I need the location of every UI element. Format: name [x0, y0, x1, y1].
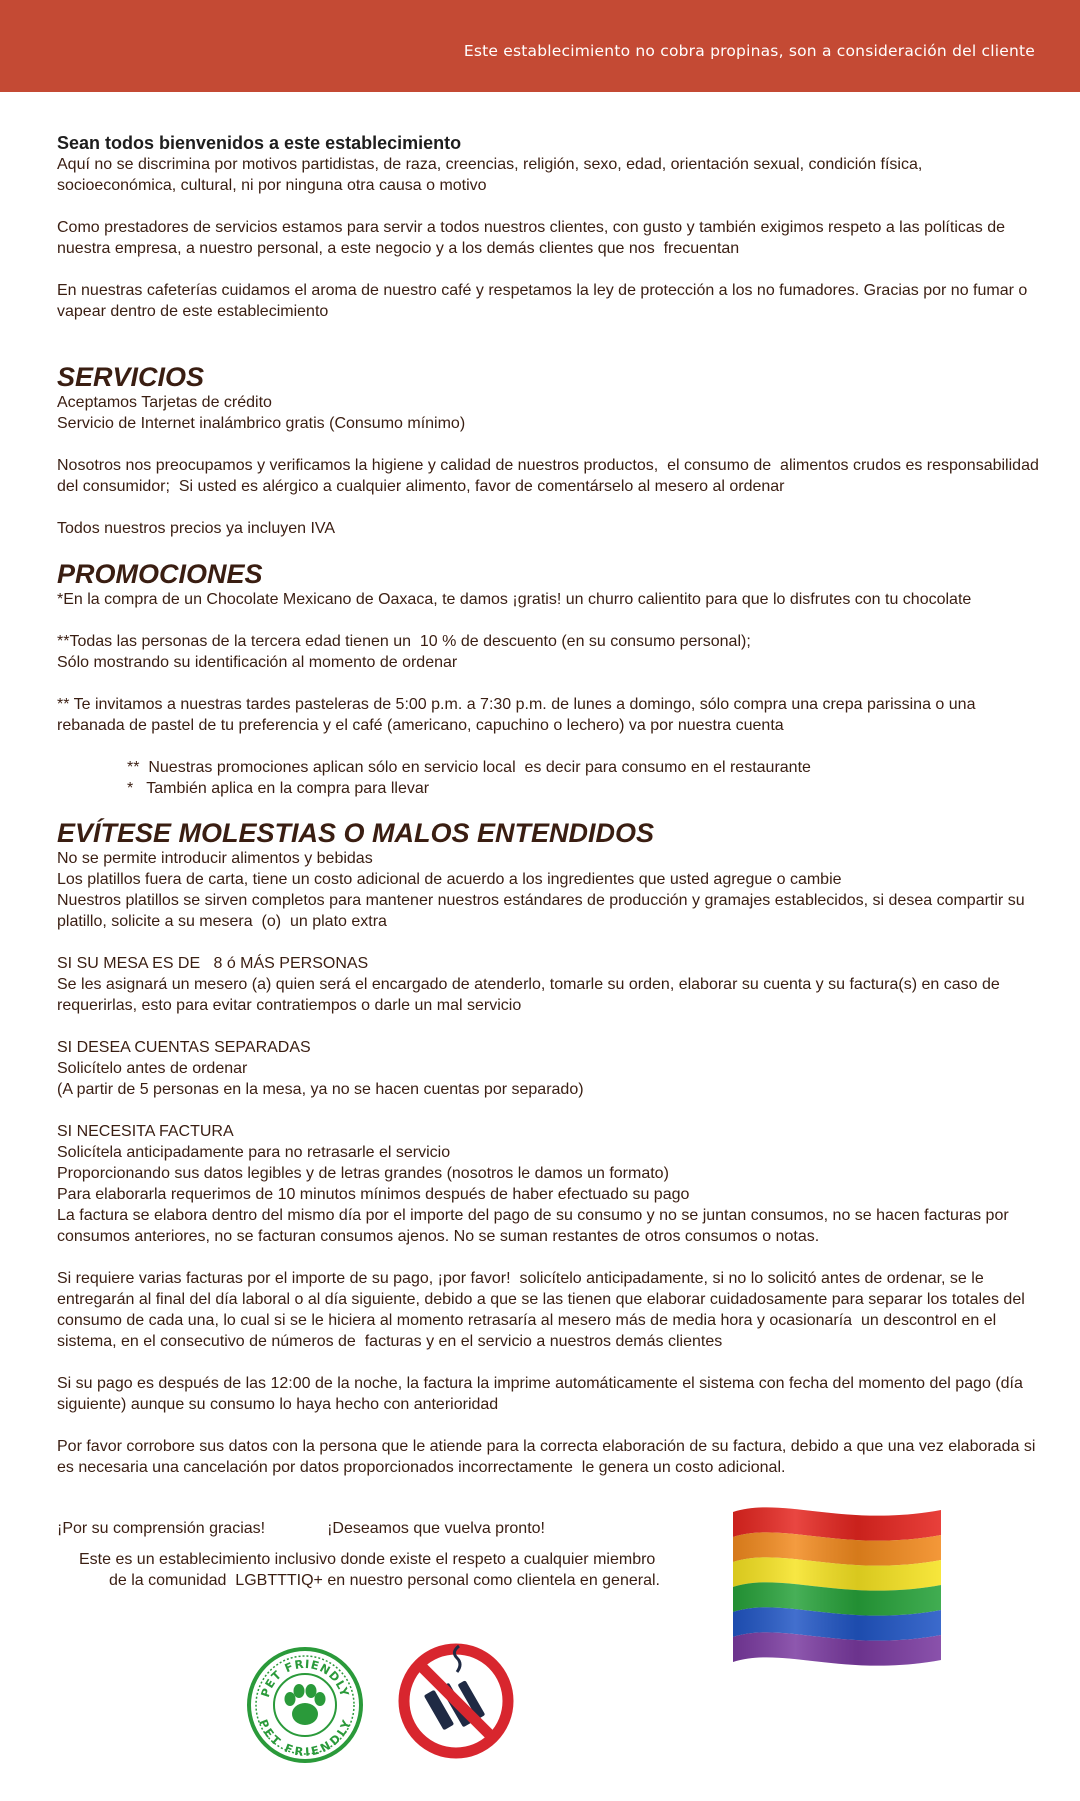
hygiene-text: Nosotros nos preocupamos y verificamos la higiene y calidad de nuestros productos, el consumo de alimentos crudos es responsabilidad del consumidor; Si usted es alérgico a cualquier alimento, favor de comentárselo al mesero al ordenar [57, 457, 1044, 495]
iva-text: Todos nuestros precios ya incluyen IVA [57, 520, 336, 537]
cuentas-line-1: Solicítelo antes de ordenar [57, 1060, 248, 1077]
cuentas-line-2: (A partir de 5 personas en la mesa, ya no se hacen cuentas por separado) [57, 1081, 584, 1098]
welcome-title: Sean todos bienvenidos a este establecimiento [57, 133, 462, 153]
mesa-text: Se les asignará un mesero (a) quien será el encargado de atenderlo, tomarle su orden, elaborar su cuenta y su factura(s) en caso de requerirlas, esto para evitar contratiempos o darle un mal servicio [57, 976, 1005, 1014]
promo-note-local: ** Nuestras promociones aplican sólo en servicio local es decir para consumo en el restaurante [127, 759, 811, 776]
no-smoking-text: En nuestras cafeterías cuidamos el aroma de nuestro café y respetamos la ley de protección a los no fumadores. Gracias por no fumar o vapear dentro de este establecimiento [57, 282, 1032, 320]
factura-line-1: Solicítela anticipadamente para no retrasarle el servicio [57, 1144, 451, 1161]
rainbow-flag-icon [733, 1500, 941, 1666]
respect-policy-text: Como prestadores de servicios estamos para servir a todos nuestros clientes, con gusto y también exigimos respeto a las políticas de nuestra empresa, a nuestro personal, a este negocio y a los demás clientes que nos frecuentan [57, 219, 1010, 257]
svg-text:PET FRIENDLY: PET FRIENDLY [256, 1717, 354, 1760]
mesa-title: SI SU MESA ES DE 8 ó MÁS PERSONAS [57, 955, 369, 972]
cuentas-title: SI DESEA CUENTAS SEPARADAS [57, 1039, 311, 1056]
inclusive-line-2: de la comunidad LGBTTTIQ+ en nuestro personal como clientela en general. [109, 1572, 660, 1589]
rule-no-outside-food: No se permite introducir alimentos y bebidas [57, 850, 373, 867]
servicios-wifi: Servicio de Internet inalámbrico gratis (Consumo mínimo) [57, 415, 466, 432]
inclusive-line-1: Este es un establecimiento inclusivo donde existe el respeto a cualquier miembro [79, 1551, 656, 1568]
return-text: ¡Deseamos que vuelva pronto! [327, 1520, 545, 1537]
factura-line-3: Para elaborarla requerimos de 10 minutos mínimos después de haber efectuado su pago [57, 1186, 690, 1203]
promo-pasteleras: ** Te invitamos a nuestras tardes pasteleras de 5:00 p.m. a 7:30 p.m. de lunes a domingo, sólo compra una crepa parissina o una rebanada de pastel de tu preferencia y el café (americano, capuchino o lechero) va por nuestra cuenta [57, 696, 980, 734]
factura-line-4: La factura se elabora dentro del mismo día por el importe del pago de su consumo y no se juntan consumos, no se hacen facturas por consumos anteriores, no se facturan consumos ajenos. No se suman restantes de otros consumos o notas. [57, 1207, 1014, 1245]
factura-datos: Por favor corrobore sus datos con la persona que le atiende para la correcta elaboración de su factura, debido a que una vez elaborada si es necesaria una cancelación por datos proporcionados incorrectamente le genera un costo adicional. [57, 1438, 1040, 1476]
promo-seniors-discount: **Todas las personas de la tercera edad tienen un 10 % de descuento (en su consumo personal); [57, 633, 751, 650]
rule-off-menu-cost: Los platillos fuera de carta, tiene un costo adicional de acuerdo a los ingredientes que usted agregue o cambie [57, 871, 842, 888]
promo-seniors-id: Sólo mostrando su identificación al momento de ordenar [57, 654, 458, 671]
no-smoking-vaping-icon [397, 1642, 515, 1760]
factura-line-2: Proporcionando sus datos legibles y de letras grandes (nosotros le damos un formato) [57, 1165, 669, 1182]
thanks-text: ¡Por su comprensión gracias! [57, 1520, 266, 1537]
molestias-heading: EVÍTESE MOLESTIAS O MALOS ENTENDIDOS [57, 818, 655, 848]
promociones-heading: PROMOCIONES [57, 559, 263, 589]
promo-chocolate: *En la compra de un Chocolate Mexicano de Oaxaca, te damos ¡gratis! un churro calientito para que lo disfrutes con tu chocolate [57, 591, 972, 608]
factura-varias: Si requiere varias facturas por el importe de su pago, ¡por favor! solicítelo anticipadamente, si no lo solicitó antes de ordenar, se le entregarán al final del día laboral o al día siguiente, debido a que se las tienen que elaborar cuidadosamente para separar los totales del consumo de cada una, lo cual si se le hiciera al momento retrasaría al mesero más de media hora y ocasionaría un descontrol en el sistema, en el consecutivo de números de facturas y en el servicio a nuestros demás clientes [57, 1270, 1030, 1350]
tips-notice: Este establecimiento no cobra propinas, son a consideración del cliente [463, 42, 1035, 60]
non-discrimination-text: Aquí no se discrimina por motivos partidistas, de raza, creencias, religión, sexo, edad, orientación sexual, condición física, socioeconómica, cultural, ni por ninguna otra causa o motivo [57, 156, 927, 194]
pet-friendly-paw-icon [246, 1646, 364, 1764]
servicios-heading: SERVICIOS [57, 362, 205, 392]
rule-sharing-plates: Nuestros platillos se sirven completos para mantener nuestros estándares de producción y gramajes establecidos, si desea compartir su platillo, solicite a su mesera (o) un plato extra [57, 892, 1030, 930]
svg-text:PET FRIENDLY: PET FRIENDLY [257, 1656, 353, 1699]
factura-noche: Si su pago es después de las 12:00 de la noche, la factura la imprime automáticamente el sistema con fecha del momento del pago (día siguiente) aunque su consumo lo haya hecho con anterioridad [57, 1375, 1028, 1413]
promo-note-takeaway: * También aplica en la compra para llevar [127, 780, 430, 797]
factura-title: SI NECESITA FACTURA [57, 1123, 234, 1140]
servicios-cards: Aceptamos Tarjetas de crédito [57, 394, 272, 411]
document-body [57, 132, 1042, 1591]
header-bar [0, 0, 1080, 92]
